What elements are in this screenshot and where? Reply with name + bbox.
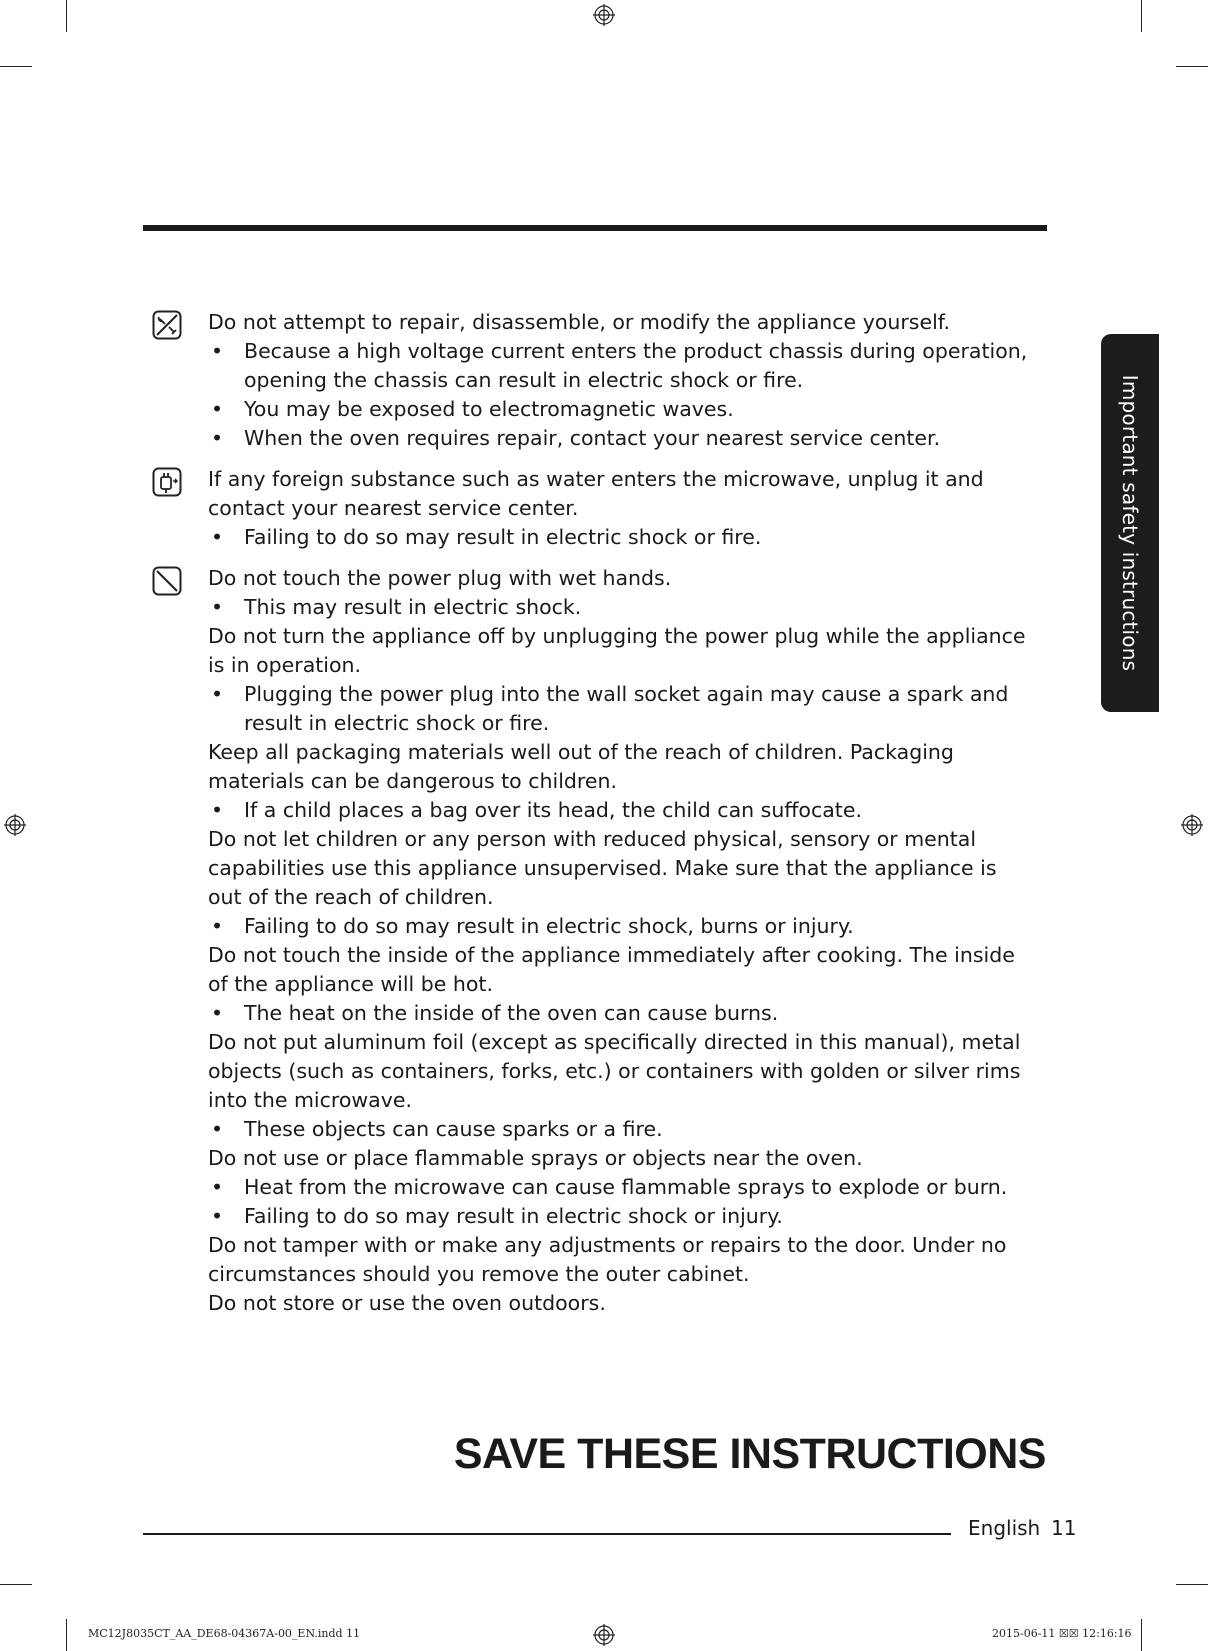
- instruction-text: Do not store or use the oven outdoors.: [208, 1291, 606, 1315]
- instruction-text: Do not tamper with or make any adjustments or repairs to the door. Under no circumstances should you remove the outer cabinet.: [208, 1233, 1007, 1286]
- section-side-tab: [1101, 334, 1159, 712]
- bullet-item: • These objects can cause sparks or a fire.: [208, 1115, 1032, 1144]
- print-slug-file: MC12J8035CT_AA_DE68-04367A-00_EN.indd 11: [88, 1627, 361, 1640]
- crop-mark: [1141, 0, 1142, 32]
- safety-section-foreign-substance: [152, 465, 1032, 552]
- bullet-item: • Failing to do so may result in electric shock or fire.: [208, 523, 1032, 552]
- bullet-item: • The heat on the inside of the oven can cause burns.: [208, 999, 1032, 1028]
- bullet-item: • Plugging the power plug into the wall socket again may cause a spark and result in electric shock or fire.: [208, 680, 1032, 738]
- crop-mark: [1176, 1584, 1208, 1585]
- section-body: [208, 564, 1032, 1318]
- header-rule: [143, 225, 1047, 231]
- no-disassembly-icon: [152, 310, 182, 340]
- bullet-item: • When the oven requires repair, contact your nearest service center.: [208, 424, 1032, 453]
- crop-mark: [0, 1584, 32, 1585]
- section-body: [208, 308, 1032, 453]
- save-instructions-heading: SAVE THESE INSTRUCTIONS: [453, 1430, 1046, 1478]
- instruction-text: Keep all packaging materials well out of the reach of children. Packaging materials can be dangerous to children.: [208, 740, 954, 793]
- registration-mark-icon: [593, 4, 615, 26]
- bullet-item: • Heat from the microwave can cause flammable sprays to explode or burn.: [208, 1173, 1032, 1202]
- bullet-item: • If a child places a bag over its head, the child can suffocate.: [208, 796, 1032, 825]
- safety-section-repair: [152, 308, 1032, 453]
- crop-mark: [66, 0, 67, 32]
- footer-rule: [143, 1533, 951, 1535]
- crop-mark: [66, 1619, 67, 1651]
- registration-mark-icon: [593, 1624, 615, 1646]
- instruction-text: Do not let children or any person with reduced physical, sensory or mental capabilities use this appliance unsupervised. Make sure that the appliance is out of the reach of children.: [208, 827, 997, 909]
- side-tab-label: Important safety instructions: [1118, 374, 1142, 672]
- instruction-text: Do not touch the inside of the appliance immediately after cooking. The inside of the appliance will be hot.: [208, 943, 1015, 996]
- safety-section-general: [152, 564, 1032, 1318]
- instruction-text: Do not turn the appliance off by unplugging the power plug while the appliance is in operation.: [208, 624, 1026, 677]
- bullet-item: • Failing to do so may result in electric shock or injury.: [208, 1202, 1032, 1231]
- crop-mark: [0, 66, 32, 67]
- crop-mark: [1176, 66, 1208, 67]
- unplug-icon: [152, 467, 182, 497]
- registration-mark-icon: [1181, 814, 1203, 836]
- bullet-item: • Failing to do so may result in electric shock, burns or injury.: [208, 912, 1032, 941]
- bullet-item: • You may be exposed to electromagnetic waves.: [208, 395, 1032, 424]
- print-slug-date: 2015-06-11 ☒☒ 12:16:16: [992, 1627, 1132, 1640]
- registration-mark-icon: [4, 814, 26, 836]
- bullet-item: • Because a high voltage current enters the product chassis during operation, opening the chassis can result in electric shock or fire.: [208, 337, 1032, 395]
- bullet-item: • This may result in electric shock.: [208, 593, 1032, 622]
- footer-language: English: [968, 1516, 1041, 1540]
- instruction-text: Do not attempt to repair, disassemble, or modify the appliance yourself.: [208, 310, 951, 334]
- instruction-text: If any foreign substance such as water enters the microwave, unplug it and contact your nearest service center.: [208, 467, 984, 520]
- crop-mark: [1141, 1619, 1142, 1651]
- page-number: 11: [1051, 1516, 1077, 1540]
- instruction-text: Do not touch the power plug with wet hands.: [208, 566, 672, 590]
- instruction-text: Do not put aluminum foil (except as specifically directed in this manual), metal objects (such as containers, forks, etc.) or containers with golden or silver rims into the microwave.: [208, 1030, 1021, 1112]
- section-body: [208, 465, 1032, 552]
- prohibition-icon: [152, 566, 182, 596]
- instruction-text: Do not use or place flammable sprays or objects near the oven.: [208, 1146, 863, 1170]
